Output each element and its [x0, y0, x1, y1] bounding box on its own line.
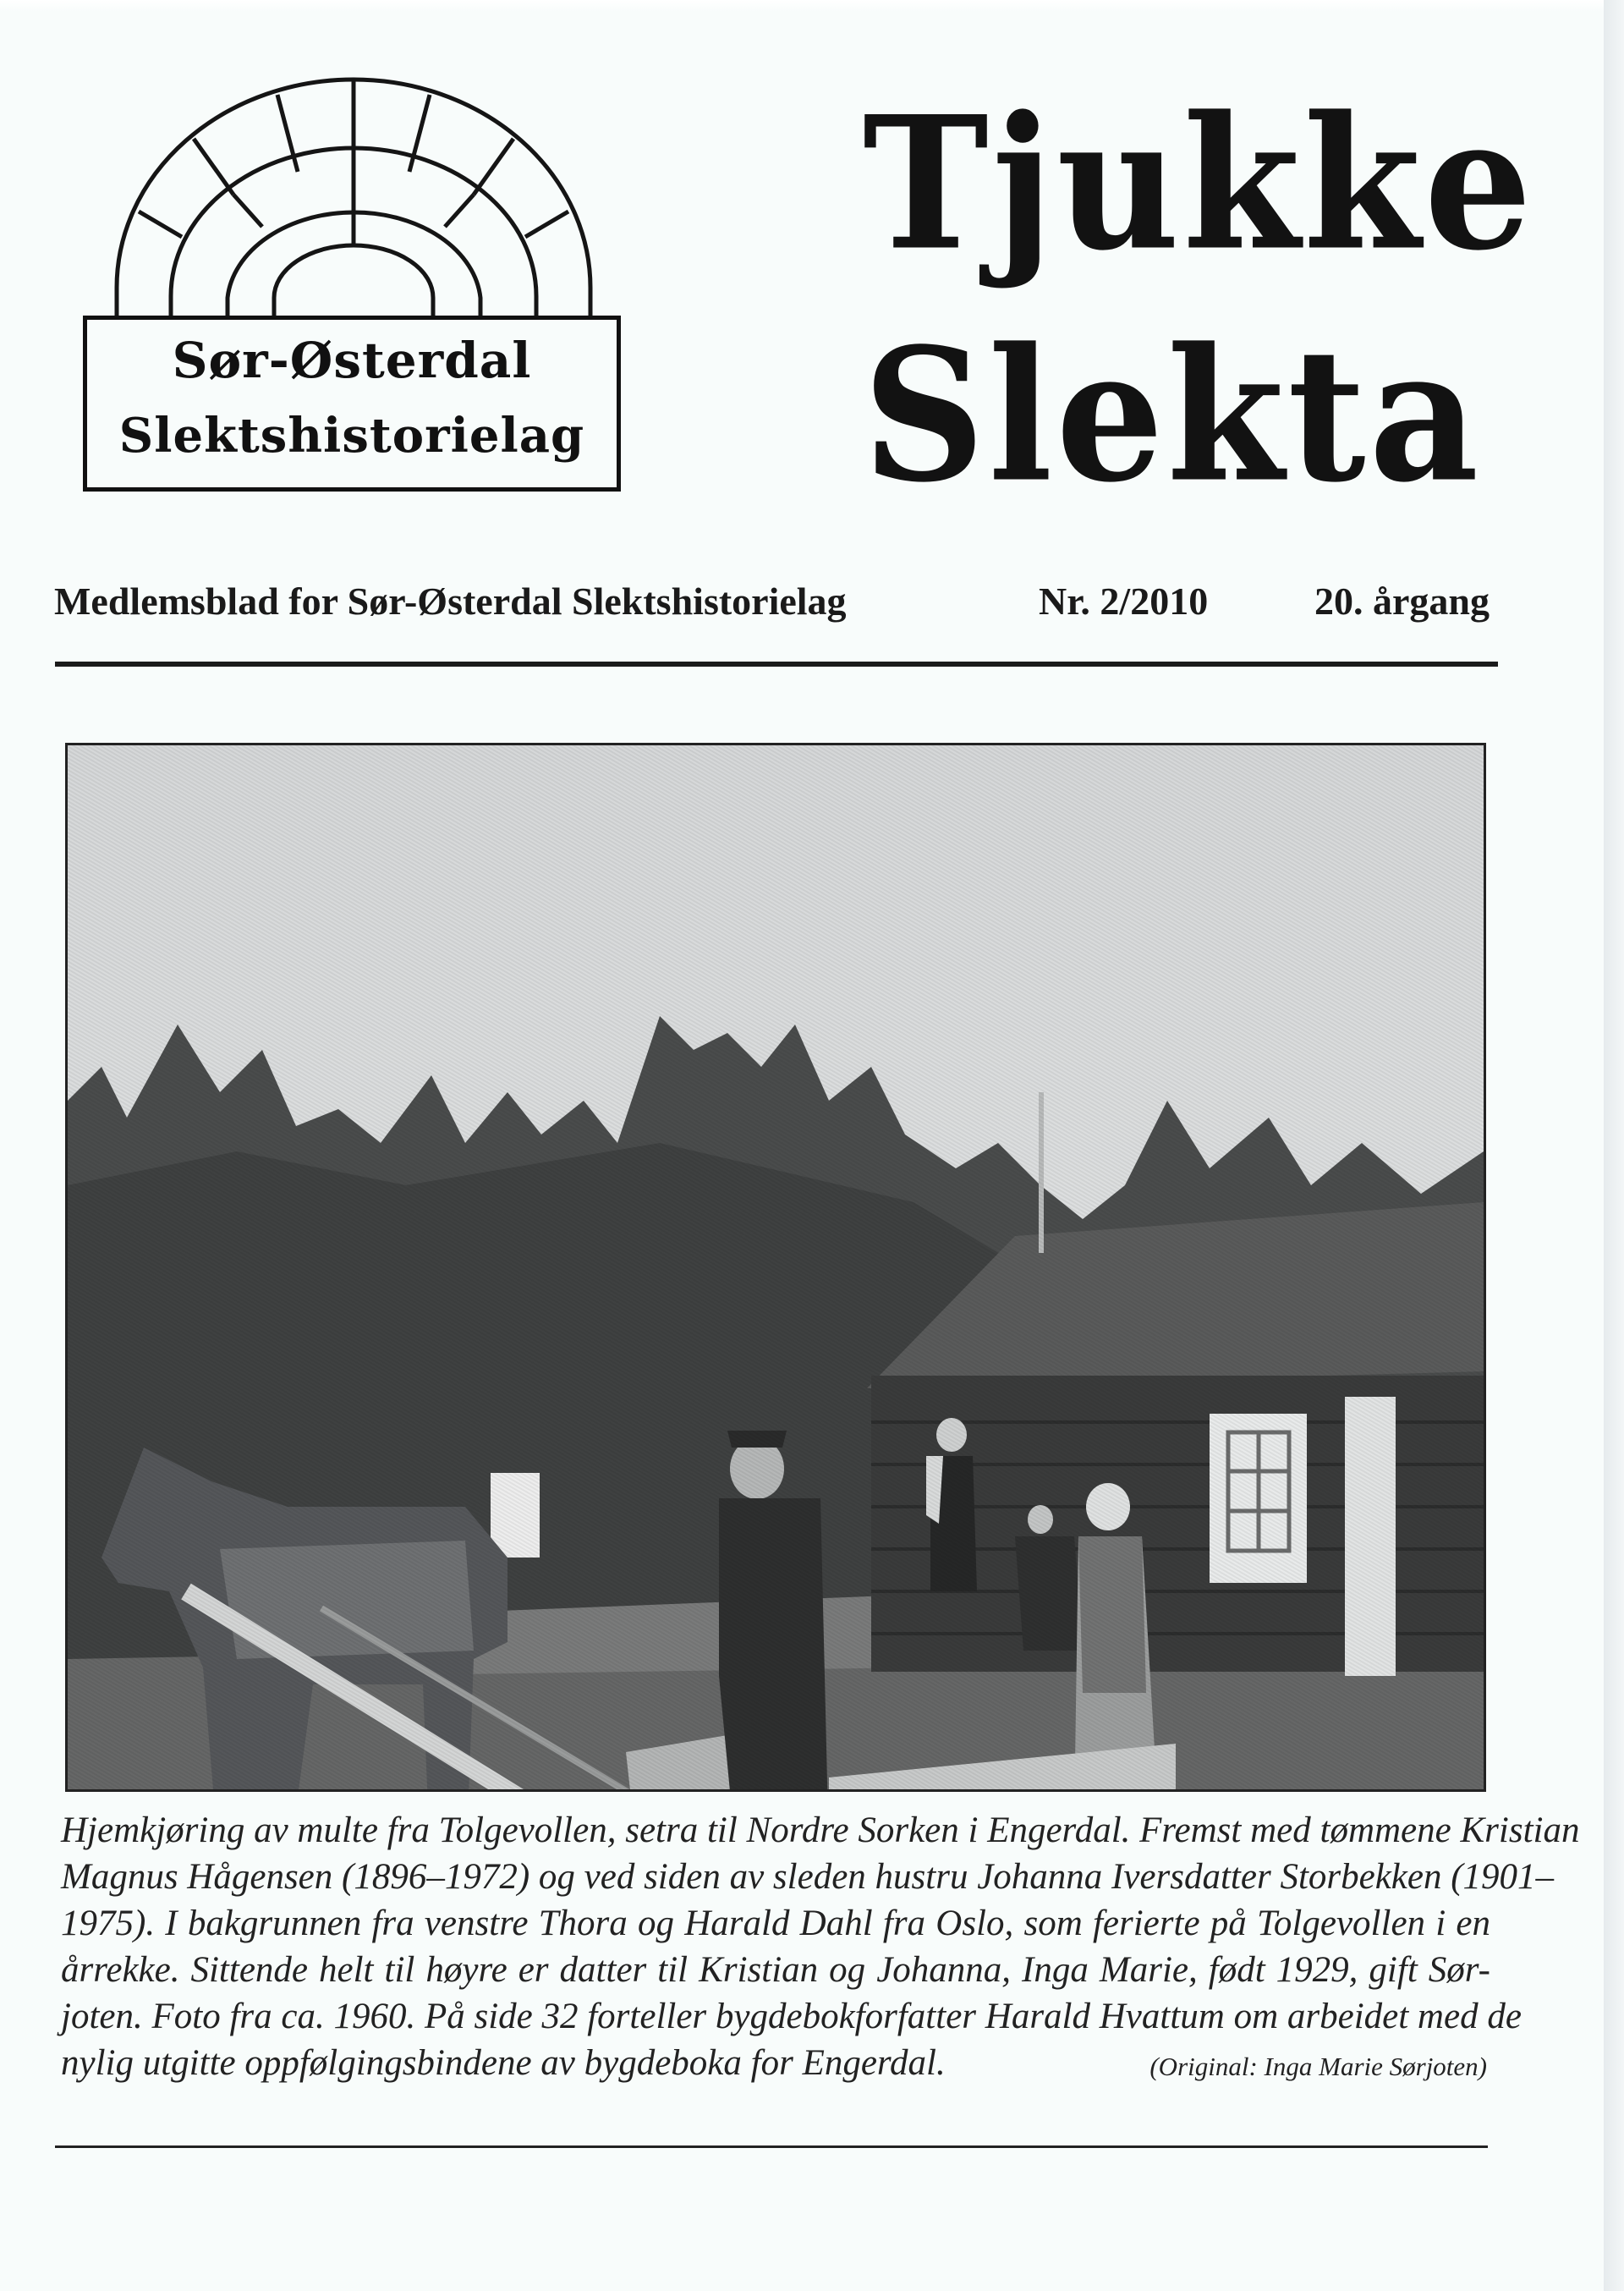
volume-year: 20. årgang	[1314, 580, 1490, 623]
page-top-edge	[0, 0, 1604, 12]
masthead-title	[863, 76, 1535, 525]
caption-divider	[55, 2145, 1488, 2148]
cover-photo	[65, 743, 1486, 1792]
masthead-title-line-1: Tjukke	[863, 76, 1535, 292]
issue-number: Nr. 2/2010	[1039, 580, 1209, 623]
logo-text-society: Slektshistorielag	[118, 408, 585, 464]
caption-line: Magnus Hågensen (1896–1972) og ved siden av sleden hustru Johanna Iversdatter Storbekken (1901–	[61, 1857, 1555, 1897]
caption-last-line	[61, 2040, 1490, 2086]
photo-caption	[61, 1807, 1580, 2086]
publication-subtitle: Medlemsblad for Sør-Østerdal Slektshistorielag	[54, 580, 847, 623]
masthead-title-line-2: Slekta	[863, 308, 1483, 524]
caption-line: Hjemkjøring av multe fra Tolgevollen, setra til Nordre Sorken i Engerdal. Fremst med tømmene Kristian	[61, 1810, 1580, 1850]
caption-line: årrekke. Sittende helt til høyre er datter til Kristian og Johanna, Inga Marie, født 1929, gift Sør-	[61, 1950, 1490, 1990]
window-arch-icon	[81, 76, 628, 330]
scan-edge	[1604, 0, 1624, 2291]
logo-nameplate	[83, 316, 621, 492]
logo-text-region: Sør-Østerdal	[172, 332, 532, 389]
horse-sled-cabin-photo-icon	[68, 745, 1484, 1789]
photo-credit: (Original: Inga Marie Sørjoten)	[1149, 2052, 1487, 2081]
header-divider	[55, 662, 1498, 667]
caption-line: 1975). I bakgrunnen fra venstre Thora og Harald Dahl fra Oslo, som ferierte på Tolgevollen i en	[61, 1904, 1490, 1943]
society-logo	[81, 76, 628, 499]
caption-line: nylig utgitte oppfølgingsbindene av bygdeboka for Engerdal.	[61, 2043, 946, 2083]
caption-line: joten. Foto fra ca. 1960. På side 32 forteller bygdebokforfatter Harald Hvattum om arbeidet med de	[61, 1997, 1522, 2036]
